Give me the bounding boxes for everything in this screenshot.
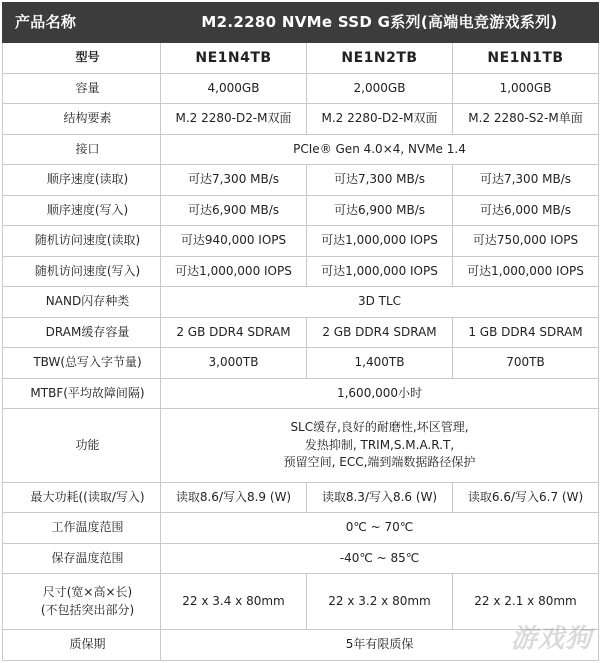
row-label: 最大功耗((读取/写入)	[3, 482, 161, 513]
row-label: 保存温度范围	[3, 543, 161, 574]
row-label-line: (不包括突出部分)	[40, 602, 135, 617]
value-cell: 3,000TB	[161, 348, 307, 379]
value-cell: 可达1,000,000 IOPS	[307, 226, 453, 257]
value-cell: 可达6,000 MB/s	[453, 195, 599, 226]
row-label: 随机访问速度(写入)	[3, 256, 161, 287]
value-cell: M.2 2280-D2-M双面	[307, 104, 453, 135]
value-cell: 2 GB DDR4 SDRAM	[307, 317, 453, 348]
table-row	[3, 104, 599, 135]
row-label: 容量	[3, 73, 161, 104]
value-cell: 可达7,300 MB/s	[453, 165, 599, 196]
value-cell: 4,000GB	[161, 73, 307, 104]
row-label: 型号	[3, 43, 161, 74]
value-cell: 可达6,900 MB/s	[307, 195, 453, 226]
value-cell: M.2 2280-S2-M单面	[453, 104, 599, 135]
table-row	[3, 513, 599, 544]
table-row	[3, 317, 599, 348]
value-cell: 1,000GB	[453, 73, 599, 104]
value-cell: 可达750,000 IOPS	[453, 226, 599, 257]
table-row	[3, 195, 599, 226]
features-cell	[161, 409, 599, 482]
value-cell: 可达1,000,000 IOPS	[453, 256, 599, 287]
row-label: 顺序速度(读取)	[3, 165, 161, 196]
model-cell: NE1N4TB	[161, 43, 307, 74]
value-cell: 22 x 3.2 x 80mm	[307, 574, 453, 630]
value-cell: 1,400TB	[307, 348, 453, 379]
value-cell-span: 1,600,000小时	[161, 378, 599, 409]
watermark-logo: 游戏狗	[510, 624, 592, 654]
table-row	[3, 134, 599, 165]
row-label: 随机访问速度(读取)	[3, 226, 161, 257]
row-label: DRAM缓存容量	[3, 317, 161, 348]
value-cell: 22 x 2.1 x 80mm	[453, 574, 599, 630]
row-label: MTBF(平均故障间隔)	[3, 378, 161, 409]
value-cell: 可达940,000 IOPS	[161, 226, 307, 257]
value-cell: 2 GB DDR4 SDRAM	[161, 317, 307, 348]
model-cell: NE1N1TB	[453, 43, 599, 74]
table-row	[3, 256, 599, 287]
row-label: 接口	[3, 134, 161, 165]
row-label: 顺序速度(写入)	[3, 195, 161, 226]
row-label-line: 尺寸(宽×高×长)	[42, 585, 133, 600]
table-row	[3, 630, 599, 661]
table-row	[3, 409, 599, 482]
value-cell: 22 x 3.4 x 80mm	[161, 574, 307, 630]
value-cell: 1 GB DDR4 SDRAM	[453, 317, 599, 348]
row-label: 工作温度范围	[3, 513, 161, 544]
product-name-label: 产品名称	[3, 3, 161, 43]
spec-table	[2, 2, 599, 661]
value-cell: 可达1,000,000 IOPS	[307, 256, 453, 287]
row-label: NAND闪存种类	[3, 287, 161, 318]
feature-line: SLC缓存,良好的耐磨性,坏区管理,	[290, 420, 469, 435]
table-row	[3, 43, 599, 74]
value-cell: 读取8.3/写入8.6 (W)	[307, 482, 453, 513]
value-cell: 可达7,300 MB/s	[161, 165, 307, 196]
table-row	[3, 165, 599, 196]
feature-line: 发热抑制, TRIM,S.M.A.R.T,	[304, 437, 455, 452]
value-cell-span: 0℃ ~ 70℃	[161, 513, 599, 544]
row-label: 结构要素	[3, 104, 161, 135]
value-cell: 读取6.6/写入6.7 (W)	[453, 482, 599, 513]
value-cell: 可达6,900 MB/s	[161, 195, 307, 226]
model-cell: NE1N2TB	[307, 43, 453, 74]
table-row	[3, 348, 599, 379]
value-cell-span: 5年有限质保	[161, 630, 599, 661]
feature-line: 预留空间, ECC,端到端数据路径保护	[283, 455, 476, 470]
table-row	[3, 226, 599, 257]
row-label: 质保期	[3, 630, 161, 661]
row-label: 功能	[3, 409, 161, 482]
row-label-multiline	[3, 574, 161, 630]
value-cell: 2,000GB	[307, 73, 453, 104]
value-cell-span: 3D TLC	[161, 287, 599, 318]
table-row	[3, 378, 599, 409]
value-cell: 可达1,000,000 IOPS	[161, 256, 307, 287]
value-cell: 可达7,300 MB/s	[307, 165, 453, 196]
table-row	[3, 73, 599, 104]
value-cell: M.2 2280-D2-M双面	[161, 104, 307, 135]
table-row	[3, 482, 599, 513]
table-row	[3, 574, 599, 630]
table-header-row	[3, 3, 599, 43]
value-cell-span: -40℃ ~ 85℃	[161, 543, 599, 574]
value-cell: 700TB	[453, 348, 599, 379]
value-cell: 读取8.6/写入8.9 (W)	[161, 482, 307, 513]
row-label: TBW(总写入字节量)	[3, 348, 161, 379]
table-row	[3, 543, 599, 574]
product-series-title: M2.2280 NVMe SSD G系列(高端电竞游戏系列)	[161, 3, 599, 43]
value-cell-span: PCIe® Gen 4.0×4, NVMe 1.4	[161, 134, 599, 165]
table-row	[3, 287, 599, 318]
